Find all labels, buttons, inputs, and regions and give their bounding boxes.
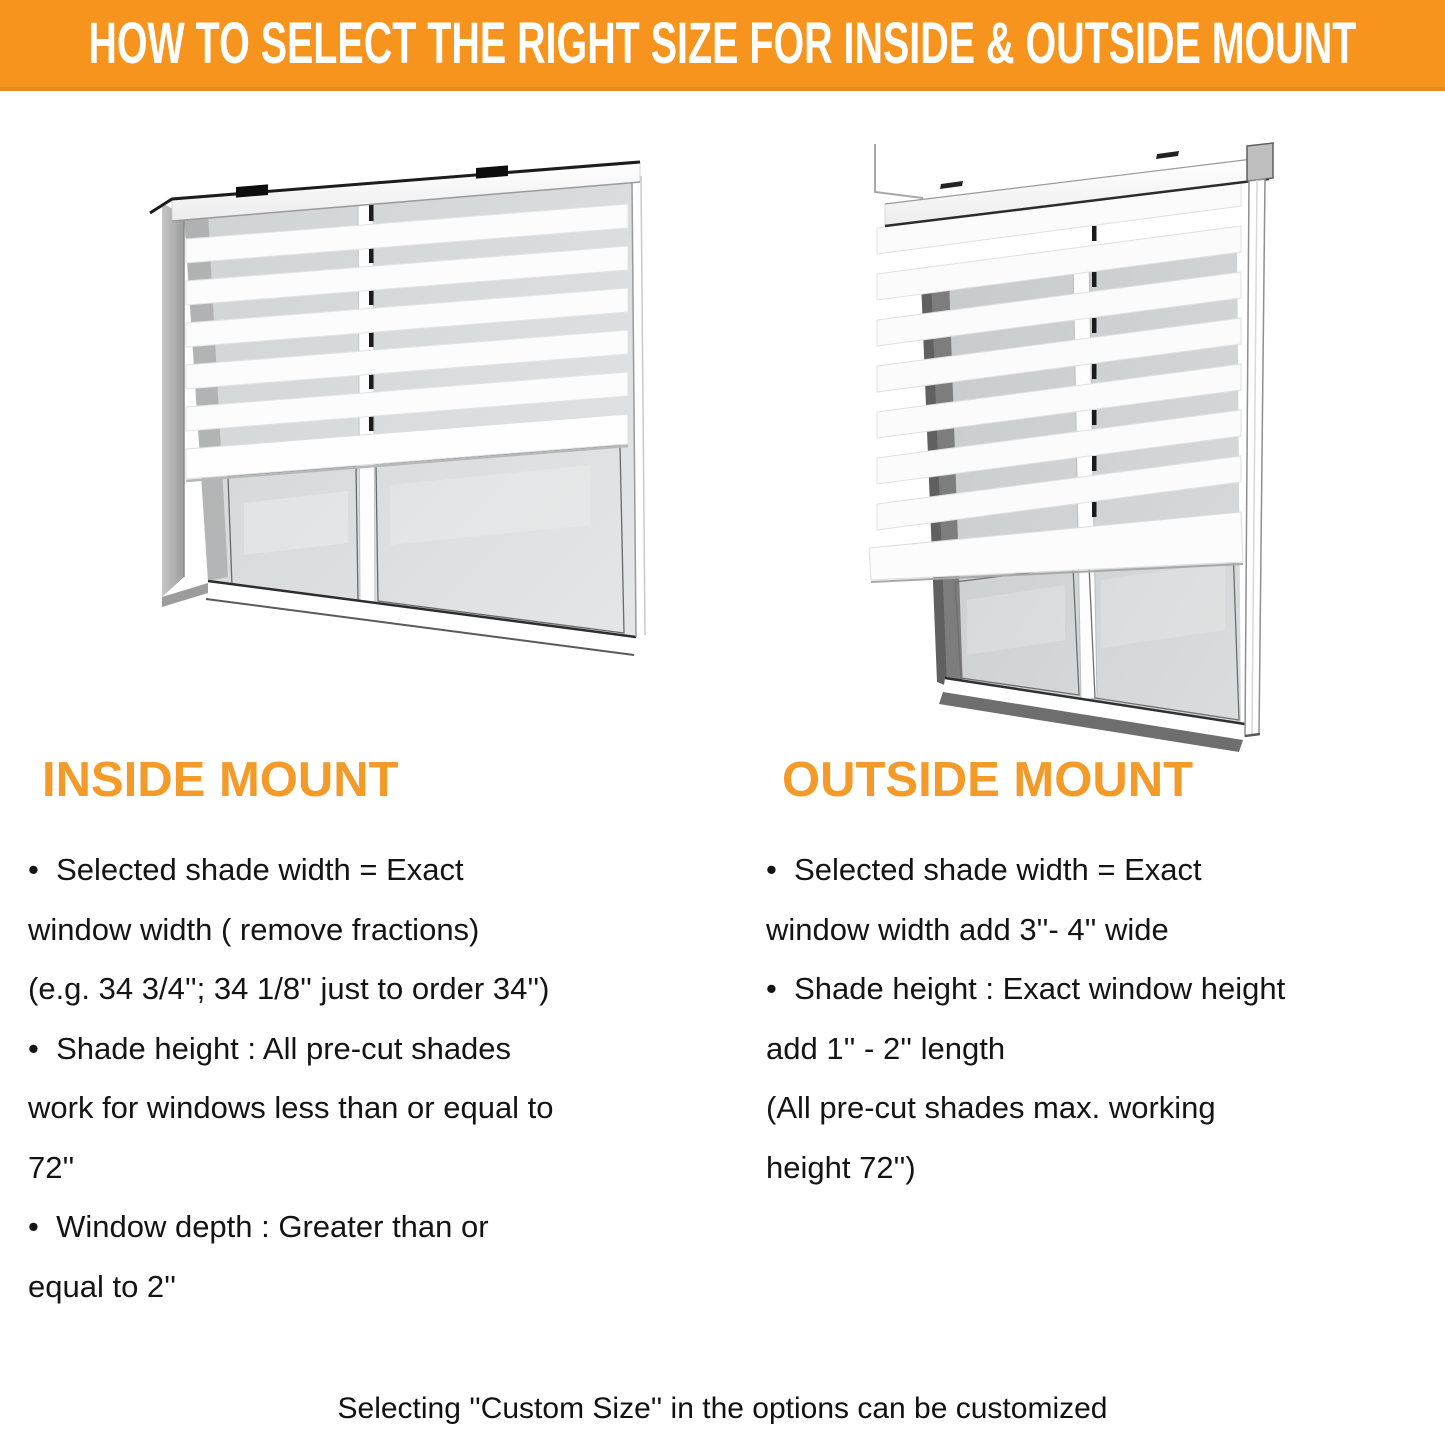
spec-line: • Shade height : Exact window height [766, 971, 1286, 1006]
cord-gap [1092, 272, 1097, 287]
cord-gap [1092, 318, 1097, 333]
cord-gap [1092, 364, 1097, 379]
cord-gap [1092, 410, 1097, 425]
spec-line: equal to 2'' [28, 1268, 177, 1304]
cord-gap [1092, 226, 1097, 241]
cord-gap [1092, 502, 1097, 517]
cord-gap [369, 373, 374, 389]
spec-line: • Selected shade width = Exact [28, 852, 464, 887]
spec-line: 72'' [28, 1149, 75, 1185]
spec-line: • Shade height : All pre-cut shades [28, 1030, 512, 1066]
spec-line: (e.g. 34 3/4''; 34 1/8'' just to order 34'') [28, 971, 550, 1006]
spec-line: work for windows less than or equal to [28, 1090, 554, 1125]
custom-size-note: Selecting ''Custom Size'' in the options can be customized [337, 1392, 1108, 1425]
cord-gap [369, 415, 374, 431]
banner-title: HOW TO SELECT THE RIGHT SIZE FOR INSIDE & OUTSIDE MOUNT [88, 11, 1357, 76]
inside-mount-specs [28, 840, 554, 1316]
side-rail [1245, 143, 1273, 736]
cord-gap [369, 289, 374, 305]
spec-line: add 1'' - 2'' length [766, 1030, 1006, 1066]
spec-line: window width add 3''- 4'' wide [766, 911, 1169, 947]
wall-mark [940, 181, 963, 189]
wall-mark [1156, 151, 1179, 159]
cord-gap [369, 331, 374, 347]
frame-right-edge [641, 176, 645, 635]
cord-gap [369, 205, 374, 221]
outside-mount-heading: OUTSIDE MOUNT [782, 753, 1194, 807]
cord-gap [369, 247, 374, 263]
inside-mount-illustration [120, 135, 680, 755]
outside-mount-specs [766, 840, 1285, 1197]
wall-corner-line [875, 144, 923, 198]
spec-line: • Window depth : Greater than or [28, 1209, 489, 1244]
jamb-strip [162, 203, 184, 597]
spec-line: (All pre-cut shades max. working [766, 1090, 1216, 1125]
title-banner [0, 0, 1445, 91]
spec-line: • Selected shade width = Exact [766, 852, 1202, 887]
cord-gap [1092, 456, 1097, 471]
outside-mount-illustration [845, 130, 1405, 760]
inside-mount-heading: INSIDE MOUNT [42, 753, 399, 807]
mounting-bracket [1247, 143, 1273, 181]
spec-line: window width ( remove fractions) [28, 911, 480, 947]
spec-line: height 72'') [766, 1149, 916, 1185]
